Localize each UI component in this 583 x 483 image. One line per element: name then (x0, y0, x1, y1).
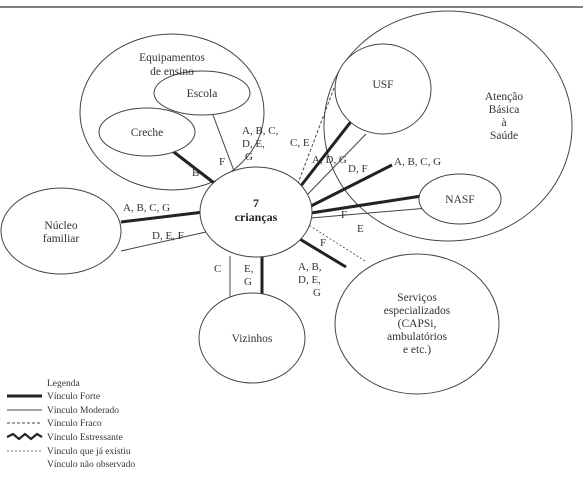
atencao-label-3: à (501, 117, 507, 129)
nucleo-label-1: Núcleo (44, 220, 78, 232)
edge-label-esp-f: F (320, 237, 327, 249)
edge-label-usf-ce: C, E (290, 137, 310, 149)
vizinhos-label: Vizinhos (231, 333, 273, 345)
especializados-label-5: e etc.) (402, 344, 432, 356)
legend-item-existed: Vínculo que já existiu (47, 447, 131, 457)
edge-label-nasf-f: F (341, 209, 348, 221)
legend-item-not-observed: Vínculo não observado (47, 460, 136, 470)
edge-label-usf-adg: A, D, G (312, 154, 347, 166)
edge-label-esp-2: D, E, (298, 274, 321, 286)
especializados-label-3: (CAPSi, (397, 318, 437, 330)
edge-label-escola-1: A, B, C, (242, 125, 279, 137)
especializados-label-2: especializados (383, 305, 451, 317)
edge-label-viz-c: C (214, 263, 222, 275)
center-count: 7 (253, 196, 259, 210)
creche-label: Creche (130, 127, 164, 139)
legend (7, 379, 135, 470)
nasf-label: NASF (445, 194, 475, 206)
edge-label-esp-3: G (313, 287, 321, 299)
nucleo-label-2: familiar (42, 233, 80, 245)
edge-label-atencao: A, B, C, G (394, 156, 442, 168)
legend-swatch-stressful (7, 434, 42, 439)
edge-label-nucleo-abcg: A, B, C, G (123, 202, 171, 214)
center-label: crianças (234, 210, 278, 224)
edge-label-usf-df: D, F (348, 163, 368, 175)
especializados-label-1: Serviços (397, 292, 437, 304)
usf-label: USF (372, 79, 394, 91)
especializados-label-4: ambulatórios (386, 331, 448, 343)
edge-label-viz-g: G (244, 276, 252, 288)
legend-item-stressful: Vínculo Estressante (47, 433, 123, 443)
escola-label: Escola (186, 88, 218, 100)
atencao-label-4: Saúde (489, 130, 519, 142)
edge-label-nucleo-def: D, E, F (152, 230, 184, 242)
legend-item-strong: Vínculo Forte (47, 392, 101, 402)
legend-item-moderate: Vínculo Moderado (47, 406, 120, 416)
edge-label-nasf-e: E (357, 223, 364, 235)
legend-item-weak: Vínculo Fraco (47, 419, 102, 429)
legend-title: Legenda (47, 379, 80, 389)
atencao-label-2: Básica (488, 104, 520, 116)
edge-label-esp-1: A, B, (298, 261, 322, 273)
edge-label-escola-f: F (219, 156, 226, 168)
ensino-label-1: Equipamentos (139, 52, 205, 64)
ensino-label-2: de ensino (150, 66, 194, 78)
edge-label-escola-3: G (245, 151, 253, 163)
atencao-label-1: Atenção (484, 91, 524, 103)
edge-label-viz-e: E, (244, 263, 254, 275)
edge-label-creche-b: B (192, 167, 200, 179)
edge-label-escola-2: D, E, (242, 138, 265, 150)
